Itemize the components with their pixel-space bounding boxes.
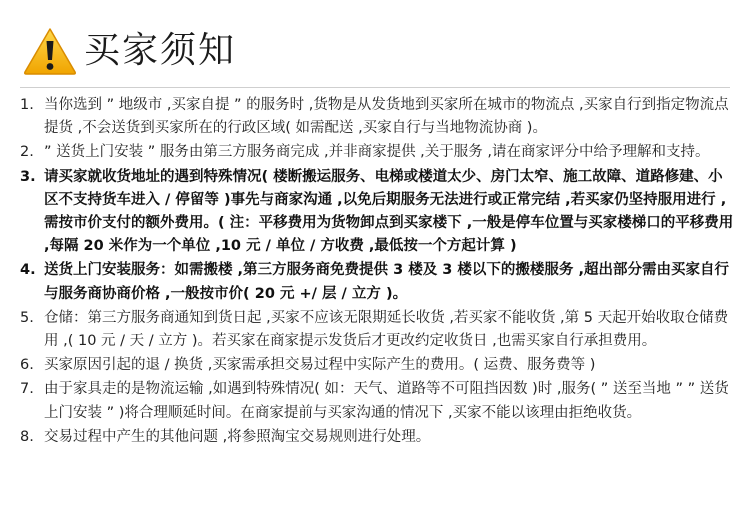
notice-item-text: 交易过程中产生的其他问题 ,将参照淘宝交易规则进行处理。: [44, 428, 431, 445]
notice-item-number: 3.: [20, 168, 36, 185]
notice-item-number: 8.: [20, 428, 34, 445]
notice-item-number: 5.: [20, 309, 34, 326]
notice-item: [20, 307, 736, 353]
notice-item-text: 当你选到 ” 地级市 ,买家自提 ” 的服务时 ,货物是从发货地到买家所在城市的物流点 ,买家自行到指定物流点提货 ,不会送货到买家所在的行政区域( 如需配送 ,买家自行与当地物流协商 )。: [44, 97, 729, 137]
notice-item-text: 请买家就收货地址的遇到特殊情况( 楼断搬运服务、电梯或楼道太少、房门太窄、施工故障、道路修建、小区不支持货车进入 / 停留等 )事先与商家沟通 ,以免后期服务无法进行或正常完结 ,若买家仍坚持服用进行 ,需按市价支付的额外费用。( 注：平移费用为货物卸点到买家楼下 ,一般是停车位置与买家楼梯口的平移费用 ,每隔 20 米作为一个单位 ,10 元 / 单位 / 方收费 ,最低按一个方起计算 ): [44, 168, 734, 255]
notice-list: [20, 94, 736, 450]
notice-item-number: 1.: [20, 97, 34, 113]
notice-item-number: 6.: [20, 357, 34, 374]
notice-item-number: 7.: [20, 381, 34, 398]
notice-item-text: 送货上门安装服务：如需搬楼 ,第三方服务商免费提供 3 楼及 3 楼以下的搬楼服务 ,超出部分需由买家自行与服务商协商价格 ,一般按市价( 20 元 +/ 层 / 立方 )。: [44, 262, 729, 302]
notice-item-number: 2.: [20, 144, 34, 161]
notice-item-text: 仓储：第三方服务商通知到货日起 ,买家不应该无限期延长收货 ,若买家不能收货 ,第 5 天起开始收取仓储费用 ,( 10 元 / 天 / 立方 )。若买家在商家提示发货后才更改约定收货日 ,也需买家自行承担费用。: [44, 309, 729, 350]
notice-item-text: 买家原因引起的退 / 换货 ,买家需承担交易过程中实际产生的费用。( 运费、服务费等 ): [44, 357, 596, 374]
notice-item: [20, 259, 736, 305]
warning-triangle-icon: [22, 26, 78, 76]
notice-item-number: 4.: [20, 262, 36, 279]
notice-item: [20, 426, 736, 449]
notice-item-text: ” 送货上门安装 ” 服务由第三方服务商完成 ,并非商家提供 ,关于服务 ,请在商家评分中给予理解和支持。: [44, 144, 710, 161]
header-divider: [20, 87, 730, 88]
notice-item: [20, 166, 736, 259]
page-title: 买家须知: [84, 30, 237, 71]
notice-item: [20, 354, 736, 377]
notice-item: [20, 94, 736, 140]
notice-item-text: 由于家具走的是物流运输 ,如遇到特殊情况( 如：天气、道路等不可阻挡因数 )时 ,服务( ” 送至当地 ” ” 送货上门安装 ” )将合理顺延时间。在商家提前与买家沟通的情况下 ,买家不能以该理由拒绝收货。: [44, 381, 729, 421]
notice-header: [22, 24, 236, 78]
notice-item: [20, 141, 736, 164]
notice-item: [20, 378, 736, 424]
